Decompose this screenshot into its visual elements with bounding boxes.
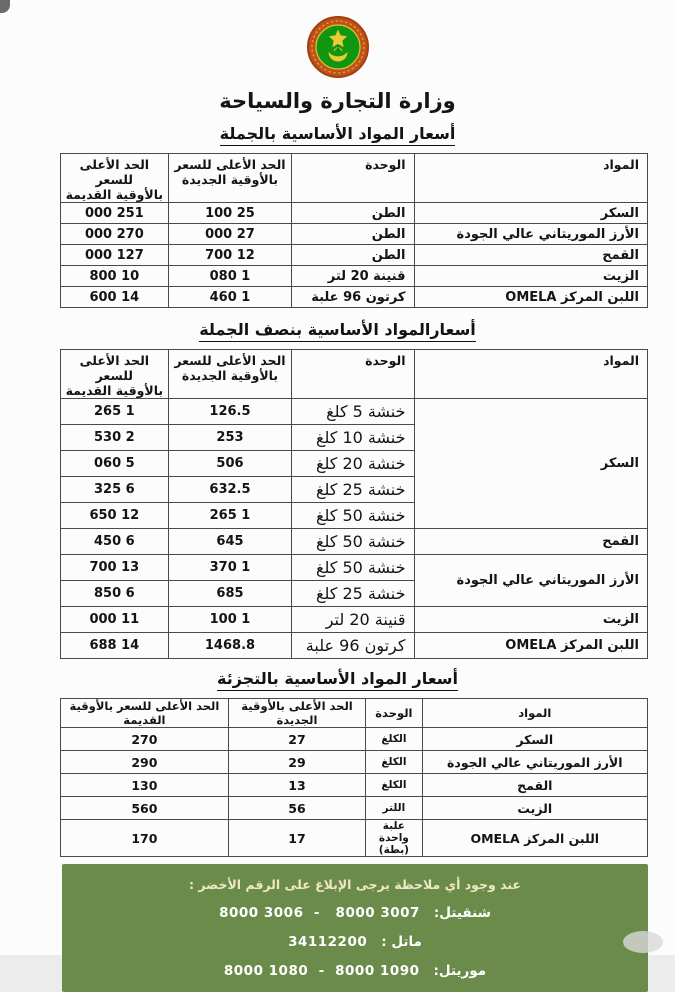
material-cell: الأرز الموريتاني عالي الجودة bbox=[414, 224, 648, 245]
material-cell: الزيت bbox=[414, 266, 648, 287]
new-price-cell: 27 000 bbox=[168, 224, 292, 245]
material-cell: السكر bbox=[414, 399, 648, 529]
header-line: الحد الأعلى للسعر bbox=[79, 353, 150, 383]
table-row bbox=[61, 633, 648, 659]
header-line: بالأوقية القديمة bbox=[65, 383, 164, 398]
col-header-unit: الوحدة bbox=[292, 154, 414, 203]
table-row bbox=[61, 203, 648, 224]
table-row bbox=[61, 820, 648, 857]
col-header-new-price bbox=[168, 154, 292, 203]
table-row bbox=[61, 245, 648, 266]
operator-label: موريتل: bbox=[433, 963, 487, 979]
material-cell: السكر bbox=[414, 203, 648, 224]
operator-label: ماتل : bbox=[381, 934, 422, 950]
table-row bbox=[61, 287, 648, 308]
old-price-cell: 1 265 bbox=[61, 399, 169, 425]
old-price-cell: 14 600 bbox=[61, 287, 169, 308]
col-header-material: المواد bbox=[422, 699, 647, 728]
unit-cell: اللتر bbox=[366, 797, 422, 820]
unit-cell: الطن bbox=[292, 203, 414, 224]
material-cell: اللبن المركز OMELA bbox=[414, 633, 648, 659]
col-header-new-price bbox=[168, 350, 292, 399]
col-header-old-price: الحد الأعلى للسعر بالأوقية القديمة bbox=[61, 699, 229, 728]
table-row bbox=[61, 266, 648, 287]
table-row bbox=[61, 728, 648, 751]
table-row bbox=[61, 774, 648, 797]
old-price-cell: 6 450 bbox=[61, 529, 169, 555]
retail-section-title: أسعار المواد الأساسية بالتجزئة bbox=[217, 669, 458, 691]
unit-cell: الطن bbox=[292, 245, 414, 266]
new-price-cell: 506 bbox=[168, 451, 292, 477]
unit-cell: الطن bbox=[292, 224, 414, 245]
new-price-cell: 56 bbox=[228, 797, 365, 820]
header-line: الحد الأعلى للسعر bbox=[79, 157, 150, 187]
col-header-new-price: الحد الأعلى بالأوقية الجديدة bbox=[228, 699, 365, 728]
new-price-cell: 1468.8 bbox=[168, 633, 292, 659]
new-price-cell: 632.5 bbox=[168, 477, 292, 503]
unit-cell: خنشة 20 كلغ bbox=[292, 451, 414, 477]
half-wholesale-section-title: أسعارالمواد الأساسية بنصف الجملة bbox=[199, 320, 476, 342]
ministry-seal-icon bbox=[307, 16, 369, 78]
header-line: الحد الأعلى للسعر bbox=[174, 157, 286, 172]
table-row bbox=[61, 751, 648, 774]
unit-cell: قنينة 20 لتر bbox=[292, 266, 414, 287]
new-price-cell: 1 370 bbox=[168, 555, 292, 581]
old-price-cell: 6 850 bbox=[61, 581, 169, 607]
logo-container bbox=[0, 0, 675, 82]
new-price-cell: 17 bbox=[228, 820, 365, 857]
old-price-cell: 251 000 bbox=[61, 203, 169, 224]
unit-cell: الكلغ bbox=[366, 728, 422, 751]
header-line: بالأوقية الجديدة bbox=[181, 368, 279, 383]
unit-cell: كرتون 96 علبة bbox=[292, 633, 414, 659]
table-row bbox=[61, 529, 648, 555]
material-cell: الأرز الموريتاني عالي الجودة bbox=[422, 751, 647, 774]
ministry-title: وزارة التجارة والسياحة bbox=[219, 89, 456, 113]
old-price-cell: 10 800 bbox=[61, 266, 169, 287]
unit-cell: خنشة 10 كلغ bbox=[292, 425, 414, 451]
operator-label: شنقيتل: bbox=[433, 905, 491, 921]
old-price-cell: 6 325 bbox=[61, 477, 169, 503]
col-header-old-price bbox=[61, 350, 169, 399]
unit-cell: خنشة 50 كلغ bbox=[292, 555, 414, 581]
phone-numbers: 8000 3006 - 8000 3007 bbox=[219, 905, 420, 921]
unit-cell: كرتون 96 علبة bbox=[292, 287, 414, 308]
unit-cell: خنشة 50 كلغ bbox=[292, 503, 414, 529]
unit-cell: خنشة 50 كلغ bbox=[292, 529, 414, 555]
col-header-unit: الوحدة bbox=[366, 699, 422, 728]
old-price-cell: 13 700 bbox=[61, 555, 169, 581]
old-price-cell: 270 bbox=[61, 728, 229, 751]
header-row bbox=[61, 699, 648, 728]
material-cell: الزيت bbox=[422, 797, 647, 820]
material-cell: الزيت bbox=[414, 607, 648, 633]
new-price-cell: 13 bbox=[228, 774, 365, 797]
col-header-unit: الوحدة bbox=[292, 350, 414, 399]
new-price-cell: 1 100 bbox=[168, 607, 292, 633]
table-row bbox=[61, 607, 648, 633]
new-price-cell: 12 700 bbox=[168, 245, 292, 266]
old-price-cell: 270 000 bbox=[61, 224, 169, 245]
unit-cell: قنينة 20 لتر bbox=[292, 607, 414, 633]
col-header-material: المواد bbox=[414, 350, 648, 399]
new-price-cell: 1 460 bbox=[168, 287, 292, 308]
phone-numbers: 8000 1080 - 8000 1090 bbox=[223, 963, 420, 979]
header-line: بالأوقية القديمة bbox=[65, 187, 164, 202]
old-price-cell: 170 bbox=[61, 820, 229, 857]
material-cell: القمح bbox=[422, 774, 647, 797]
unit-cell: خنشة 25 كلغ bbox=[292, 581, 414, 607]
table-row bbox=[61, 555, 648, 581]
unit-cell: خنشة 25 كلغ bbox=[292, 477, 414, 503]
half-wholesale-table bbox=[60, 349, 648, 659]
new-price-cell: 25 100 bbox=[168, 203, 292, 224]
old-price-cell: 127 000 bbox=[61, 245, 169, 266]
unit-cell: الكلغ bbox=[366, 774, 422, 797]
old-price-cell: 5 060 bbox=[61, 451, 169, 477]
green-hotline-banner bbox=[62, 864, 648, 992]
hotline-mattel bbox=[62, 934, 648, 950]
new-price-cell: 27 bbox=[228, 728, 365, 751]
old-price-cell: 2 530 bbox=[61, 425, 169, 451]
new-price-cell: 253 bbox=[168, 425, 292, 451]
header-line: الحد الأعلى للسعر bbox=[174, 353, 286, 368]
table-row bbox=[61, 399, 648, 425]
table-row bbox=[61, 797, 648, 820]
material-cell: القمح bbox=[414, 529, 648, 555]
material-cell: اللبن المركز OMELA bbox=[422, 820, 647, 857]
table-row bbox=[61, 224, 648, 245]
hotline-notice: عند وجود أي ملاحظة يرجى الإبلاغ على الرقم الأخضر : bbox=[189, 877, 521, 892]
new-price-cell: 1 265 bbox=[168, 503, 292, 529]
phone-numbers: 34112200 bbox=[288, 934, 368, 950]
old-price-cell: 11 000 bbox=[61, 607, 169, 633]
col-header-old-price bbox=[61, 154, 169, 203]
old-price-cell: 12 650 bbox=[61, 503, 169, 529]
new-price-cell: 645 bbox=[168, 529, 292, 555]
new-price-cell: 685 bbox=[168, 581, 292, 607]
new-price-cell: 1 080 bbox=[168, 266, 292, 287]
unit-cell: علبة واحدة (بطة) bbox=[366, 820, 422, 857]
photo-artifact-smudge bbox=[623, 931, 663, 953]
header-line: بالأوقية الجديدة bbox=[181, 172, 279, 187]
wholesale-section-title: أسعار المواد الأساسية بالجملة bbox=[220, 124, 456, 146]
col-header-material: المواد bbox=[414, 154, 648, 203]
material-cell: الأرز الموريتاني عالي الجودة bbox=[414, 555, 648, 607]
wholesale-table bbox=[60, 153, 648, 308]
new-price-cell: 126.5 bbox=[168, 399, 292, 425]
material-cell: القمح bbox=[414, 245, 648, 266]
header-row bbox=[61, 350, 648, 399]
unit-cell: خنشة 5 كلغ bbox=[292, 399, 414, 425]
old-price-cell: 130 bbox=[61, 774, 229, 797]
hotline-chinguitel bbox=[62, 905, 648, 921]
new-price-cell: 29 bbox=[228, 751, 365, 774]
material-cell: اللبن المركز OMELA bbox=[414, 287, 648, 308]
material-cell: السكر bbox=[422, 728, 647, 751]
unit-cell: الكلغ bbox=[366, 751, 422, 774]
hotline-mauritel bbox=[62, 963, 648, 979]
old-price-cell: 560 bbox=[61, 797, 229, 820]
old-price-cell: 14 688 bbox=[61, 633, 169, 659]
retail-table bbox=[60, 698, 648, 857]
old-price-cell: 290 bbox=[61, 751, 229, 774]
header-row bbox=[61, 154, 648, 203]
